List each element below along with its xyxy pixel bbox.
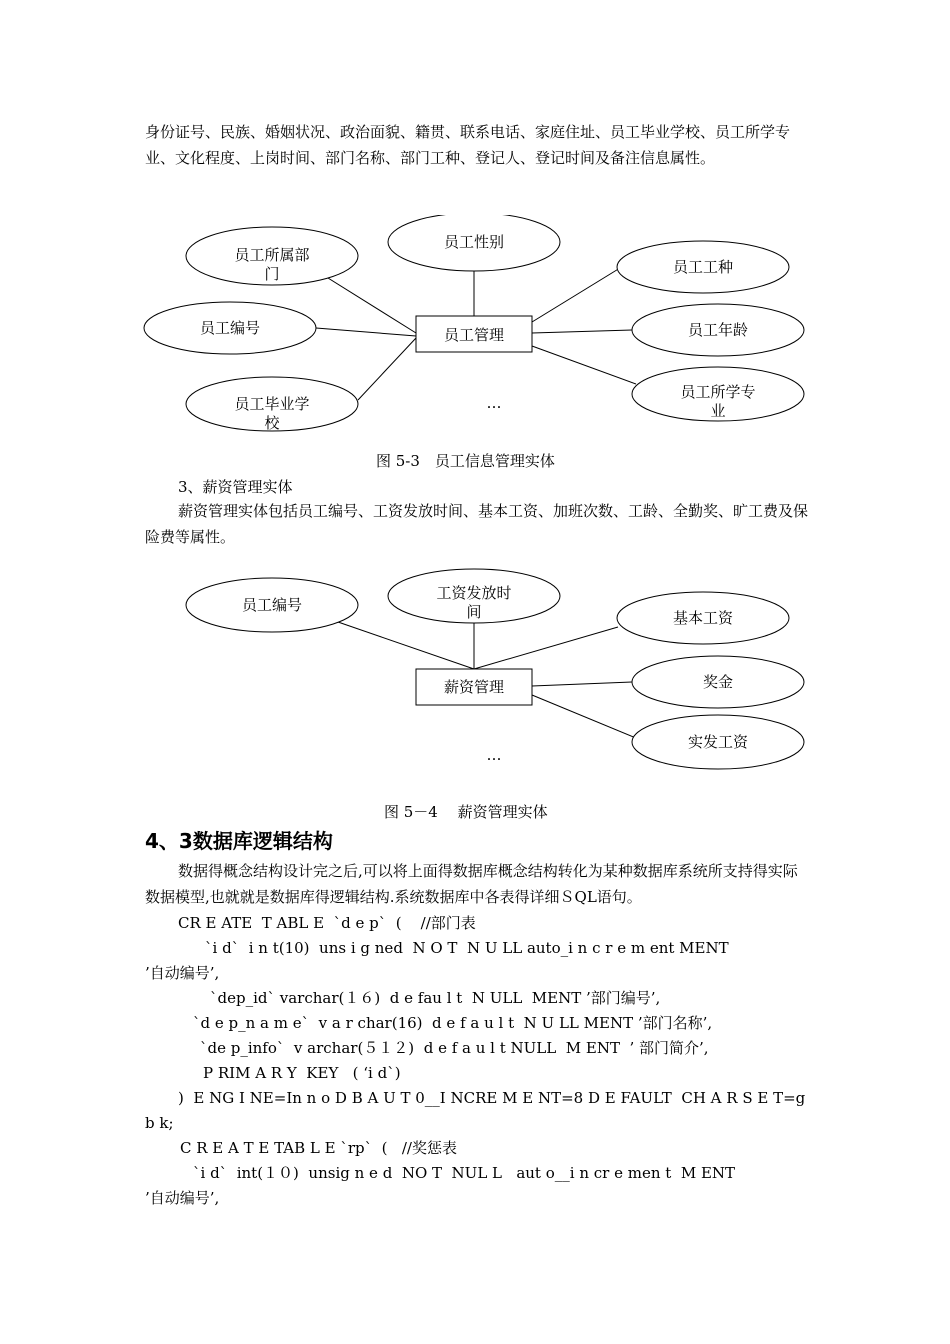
sql-line: CR E ATE T ABL E `d e p` ( //部门表 [178,914,476,932]
attr-actual: 实发工资 [687,733,749,751]
entity-employee-label: 员工管理 [443,326,505,344]
sql-line: C R E A T E TAB L E `rp` ( //奖惩表 [180,1139,457,1157]
section3-title: 3、薪资管理实体 [178,478,293,496]
section-heading: 4、3数据库逻辑结构 [145,829,333,853]
attr-gender: 员工性别 [443,233,505,251]
figure-caption-5-4: 图 5－4 薪资管理实体 [384,803,548,821]
attr-type: 员工工种 [672,258,734,276]
section3-paragraph: 薪资管理实体包括员工编号、工资发放时间、基本工资、加班次数、工龄、全勤奖、旷工费及保险费等属性。 [145,502,809,546]
sql-line: `i d` i n t(10) uns i g ned N O T N U LL auto_i n c r e m ent MENT [205,939,729,957]
attr-dept-line1: 员工所属部 [234,246,310,264]
diagram1-ellipsis: … [486,394,502,412]
figure-caption-5-3: 图 5-3 员工信息管理实体 [376,452,555,470]
sql-line: ’自动编号’, [145,1189,220,1207]
attr-bonus: 奖金 [702,673,734,691]
attr-id: 员工编号 [199,319,261,337]
attr-empid: 员工编号 [241,596,303,614]
attr-school-line2: 校 [264,414,280,432]
sql-line: `d e p_n a m e` v a r char(16) d e f a u l t N U LL MENT ’部门名称’, [193,1014,713,1032]
sql-line: `de p_info` v archar(５１２) d e f a u l t NULL M ENT ’ 部门简介’, [200,1039,709,1057]
attr-dept-line2: 门 [264,265,280,283]
sql-line: `dep_id` varchar(１６) d e fau l t N ULL MENT ’部门编号’, [210,989,661,1007]
sql-line: P RIM A R Y KEY ( ‘i d`) [203,1064,401,1082]
attr-major-line1: 员工所学专 [680,383,756,401]
attr-major-line2: 业 [710,402,726,420]
attr-school-line1: 员工毕业学 [234,395,310,413]
diagram2-ellipsis: … [486,746,502,764]
attr-paytime-line2: 间 [466,603,482,621]
sql-line: ) E NG I NE=In n o D B A U T 0__I NCRE M E NT=8 D E FAULT CH A R S E T=g [178,1089,806,1107]
logic-paragraph: 数据得概念结构设计完之后,可以将上面得数据库概念结构转化为某种数据库系统所支持得实际数据模型,也就就是数据库得逻辑结构.系统数据库中各表得详细ＳQL语句。 [145,862,798,906]
sql-line: b k; [145,1114,174,1132]
attr-age: 员工年龄 [687,321,749,339]
intro-paragraph: 身份证号、民族、婚姻状况、政治面貌、籍贯、联系电话、家庭住址、员工毕业学校、员工所学专业、文化程度、上岗时间、部门名称、部门工种、登记人、登记时间及备注信息属性。 [145,123,791,167]
sql-line: ’自动编号’, [145,964,220,982]
attr-base: 基本工资 [672,609,734,627]
attr-paytime-line1: 工资发放时 [436,584,512,602]
er-diagram-salary [0,565,950,795]
entity-salary-label: 薪资管理 [443,678,505,696]
sql-line: `i d` int(１０) unsig n e d NO T NUL L aut o__i n cr e men t M ENT [193,1164,736,1182]
